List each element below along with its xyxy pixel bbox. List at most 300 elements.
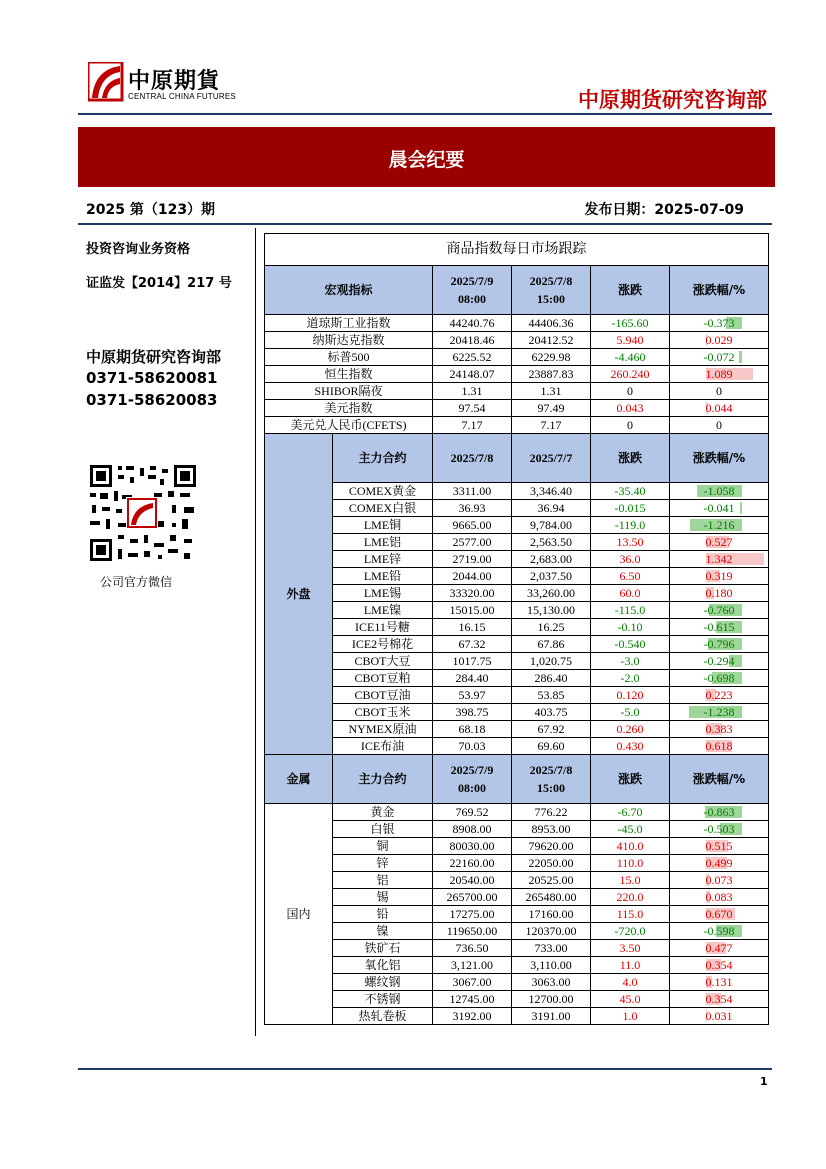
qualification-title: 投资咨询业务资格 — [86, 242, 191, 257]
change-value: -45.0 — [591, 821, 670, 838]
value-b: 12700.00 — [512, 991, 591, 1008]
change-pct-cell — [670, 804, 769, 821]
date-b: 2025/7/8 — [529, 274, 573, 288]
org-name: 中原期货研究咨询部 — [86, 348, 222, 366]
change-value: 115.0 — [591, 906, 670, 923]
change-pct-value: 0.180 — [705, 585, 733, 600]
instrument-name: 恒生指数 — [265, 366, 433, 383]
change-pct-cell — [670, 687, 769, 704]
change-pct-cell — [670, 1008, 769, 1025]
value-b: 79620.00 — [512, 838, 591, 855]
table-row — [265, 366, 769, 383]
value-b: 2,683.00 — [512, 551, 591, 568]
change-pct-cell — [670, 500, 769, 517]
change-pct-value: -1.058 — [703, 483, 735, 498]
value-a: 44240.76 — [433, 315, 512, 332]
change-databar — [740, 502, 742, 514]
change-value: 0 — [591, 417, 670, 434]
change-pct-cell — [670, 974, 769, 991]
value-b: 2,037.50 — [512, 568, 591, 585]
change-pct-cell — [670, 349, 769, 366]
change-value: 410.0 — [591, 838, 670, 855]
change-value: -115.0 — [591, 602, 670, 619]
change-value: -165.60 — [591, 315, 670, 332]
instrument-name: CBOT大豆 — [333, 653, 433, 670]
table-row — [265, 383, 769, 400]
table-row — [265, 332, 769, 349]
foreign-header-date-b: 2025/7/7 — [512, 434, 591, 483]
table-row — [265, 855, 769, 872]
change-value: -2.0 — [591, 670, 670, 687]
change-value: 260.240 — [591, 366, 670, 383]
change-pct-cell — [670, 670, 769, 687]
wechat-qr-code-icon — [88, 463, 198, 563]
change-value: 60.0 — [591, 585, 670, 602]
value-b: 22050.00 — [512, 855, 591, 872]
instrument-name: LME铝 — [333, 534, 433, 551]
value-b: 20412.52 — [512, 332, 591, 349]
table-row — [265, 585, 769, 602]
change-pct-cell — [670, 855, 769, 872]
value-b: 17160.00 — [512, 906, 591, 923]
value-a: 7.17 — [433, 417, 512, 434]
change-pct-value: -0.294 — [703, 653, 735, 668]
change-pct-value: 0.354 — [705, 991, 733, 1006]
instrument-name: 铝 — [333, 872, 433, 889]
change-pct-cell — [670, 704, 769, 721]
change-pct-value: -0.796 — [703, 636, 735, 651]
table-row — [265, 838, 769, 855]
value-a: 16.15 — [433, 619, 512, 636]
change-pct-cell — [670, 551, 769, 568]
change-value: 36.0 — [591, 551, 670, 568]
table-row — [265, 906, 769, 923]
value-b: 1.31 — [512, 383, 591, 400]
instrument-name: 铜 — [333, 838, 433, 855]
instrument-name: 铅 — [333, 906, 433, 923]
domestic-header-label: 主力合约 — [333, 755, 433, 804]
change-pct-value: 0.477 — [705, 940, 733, 955]
table-row — [265, 636, 769, 653]
change-value: -5.0 — [591, 704, 670, 721]
value-b: 3191.00 — [512, 1008, 591, 1025]
table-row — [265, 687, 769, 704]
instrument-name: ICE2号棉花 — [333, 636, 433, 653]
instrument-name: 锡 — [333, 889, 433, 906]
footer-divider — [78, 1068, 772, 1070]
value-a: 24148.07 — [433, 366, 512, 383]
change-value: 0.120 — [591, 687, 670, 704]
table-row — [265, 619, 769, 636]
value-a: 97.54 — [433, 400, 512, 417]
value-a: 1.31 — [433, 383, 512, 400]
value-a: 20540.00 — [433, 872, 512, 889]
change-value: 1.0 — [591, 1008, 670, 1025]
change-pct-value: -0.698 — [703, 670, 735, 685]
instrument-name: COMEX白银 — [333, 500, 433, 517]
table-row — [265, 500, 769, 517]
instrument-name: 热轧卷板 — [333, 1008, 433, 1025]
change-pct-value: 0.131 — [705, 974, 733, 989]
value-b: 776.22 — [512, 804, 591, 821]
change-value: -119.0 — [591, 517, 670, 534]
value-a: 80030.00 — [433, 838, 512, 855]
value-b: 97.49 — [512, 400, 591, 417]
instrument-name: 道琼斯工业指数 — [265, 315, 433, 332]
change-pct-value: -0.072 — [703, 349, 735, 364]
logo-en-text: CENTRAL CHINA FUTURES — [128, 92, 236, 101]
value-b: 69.60 — [512, 738, 591, 755]
change-value: 220.0 — [591, 889, 670, 906]
instrument-name: SHIBOR隔夜 — [265, 383, 433, 400]
change-pct-cell — [670, 383, 769, 400]
change-pct-cell — [670, 838, 769, 855]
change-pct-cell — [670, 483, 769, 500]
value-a: 22160.00 — [433, 855, 512, 872]
issue-number: 2025 第（123）期 — [86, 202, 216, 218]
change-pct-value: 0.354 — [705, 957, 733, 972]
phone-2: 0371-58620083 — [86, 391, 218, 409]
change-value: -0.015 — [591, 500, 670, 517]
instrument-name: 螺纹钢 — [333, 974, 433, 991]
change-value: 3.50 — [591, 940, 670, 957]
change-pct-cell — [670, 991, 769, 1008]
value-b: 733.00 — [512, 940, 591, 957]
change-pct-value: 0.527 — [705, 534, 733, 549]
change-pct-value: 0.083 — [705, 889, 733, 904]
change-pct-cell — [670, 417, 769, 434]
table-row — [265, 957, 769, 974]
time-a: 08:00 — [458, 781, 486, 795]
change-pct-cell — [670, 315, 769, 332]
change-value: 15.0 — [591, 872, 670, 889]
value-a: 20418.46 — [433, 332, 512, 349]
instrument-name: 黄金 — [333, 804, 433, 821]
table-row — [265, 670, 769, 687]
change-pct-cell — [670, 366, 769, 383]
table-row — [265, 551, 769, 568]
change-pct-cell — [670, 585, 769, 602]
value-a: 12745.00 — [433, 991, 512, 1008]
instrument-name: 美元兑人民币(CFETS) — [265, 417, 433, 434]
instrument-name: 锌 — [333, 855, 433, 872]
value-b: 120370.00 — [512, 923, 591, 940]
instrument-name: CBOT玉米 — [333, 704, 433, 721]
change-pct-cell — [670, 517, 769, 534]
value-a: 8908.00 — [433, 821, 512, 838]
change-value: -4.460 — [591, 349, 670, 366]
table-row — [265, 349, 769, 366]
change-value: 45.0 — [591, 991, 670, 1008]
page-number: 1 — [760, 1075, 768, 1088]
value-a: 9665.00 — [433, 517, 512, 534]
change-pct-cell — [670, 906, 769, 923]
logo-cn-text: 中原期貨 — [128, 69, 221, 94]
value-b: 36.94 — [512, 500, 591, 517]
value-a: 68.18 — [433, 721, 512, 738]
table-row — [265, 721, 769, 738]
change-value: 6.50 — [591, 568, 670, 585]
macro-header-date-a — [433, 266, 512, 315]
instrument-name: LME铅 — [333, 568, 433, 585]
change-pct-value: 1.089 — [705, 366, 733, 381]
table-row — [265, 821, 769, 838]
change-pct-value: -1.238 — [703, 704, 735, 719]
instrument-name: LME锌 — [333, 551, 433, 568]
time-b: 15:00 — [537, 292, 565, 306]
macro-header-label: 宏观指标 — [265, 266, 433, 315]
value-b: 286.40 — [512, 670, 591, 687]
banner-title: 晨会纪要 — [388, 149, 465, 171]
change-pct-value: 0.044 — [705, 400, 733, 415]
value-a: 3192.00 — [433, 1008, 512, 1025]
table-row — [265, 417, 769, 434]
foreign-header-date-a: 2025/7/8 — [433, 434, 512, 483]
value-b: 3,346.40 — [512, 483, 591, 500]
domestic-header-row — [265, 755, 769, 804]
table-row — [265, 315, 769, 332]
change-pct-cell — [670, 889, 769, 906]
header-divider — [78, 113, 772, 115]
value-b: 265480.00 — [512, 889, 591, 906]
foreign-header-label: 主力合约 — [333, 434, 433, 483]
table-row — [265, 534, 769, 551]
change-value: -0.540 — [591, 636, 670, 653]
change-value: 0 — [591, 383, 670, 400]
change-pct-value: 0.223 — [705, 687, 733, 702]
change-pct-value: 0.029 — [705, 332, 733, 347]
instrument-name: ICE布油 — [333, 738, 433, 755]
publish-date: 发布日期：2025-07-09 — [584, 202, 744, 218]
instrument-name: NYMEX原油 — [333, 721, 433, 738]
value-b: 2,563.50 — [512, 534, 591, 551]
domestic-group-label: 金属 — [265, 755, 333, 804]
value-a: 769.52 — [433, 804, 512, 821]
value-a: 67.32 — [433, 636, 512, 653]
date-b: 2025/7/8 — [529, 763, 573, 777]
change-pct-value: 0.383 — [705, 721, 733, 736]
banner — [78, 127, 775, 187]
change-pct-value: 0.670 — [705, 906, 733, 921]
date-a: 2025/7/9 — [450, 763, 494, 777]
change-pct-value: -0.598 — [703, 923, 735, 938]
macro-header-date-b — [512, 266, 591, 315]
table-row — [265, 872, 769, 889]
instrument-name: 美元指数 — [265, 400, 433, 417]
change-value: 0.260 — [591, 721, 670, 738]
value-a: 36.93 — [433, 500, 512, 517]
change-pct-cell — [670, 738, 769, 755]
table-row — [265, 400, 769, 417]
table-row — [265, 991, 769, 1008]
change-value: -6.70 — [591, 804, 670, 821]
change-pct-value: -0.615 — [703, 619, 735, 634]
date-a: 2025/7/9 — [450, 274, 494, 288]
change-pct-cell — [670, 400, 769, 417]
table-row — [265, 704, 769, 721]
value-b: 3,110.00 — [512, 957, 591, 974]
change-pct-value: 1.342 — [705, 551, 733, 566]
change-pct-cell — [670, 534, 769, 551]
table-row — [265, 974, 769, 991]
value-a: 1017.75 — [433, 653, 512, 670]
value-a: 2719.00 — [433, 551, 512, 568]
value-b: 16.25 — [512, 619, 591, 636]
change-pct-value: 0.499 — [705, 855, 733, 870]
value-a: 2044.00 — [433, 568, 512, 585]
change-value: 11.0 — [591, 957, 670, 974]
instrument-name: 白银 — [333, 821, 433, 838]
column-divider — [255, 228, 256, 1036]
table-row — [265, 1008, 769, 1025]
change-pct-value: -0.503 — [703, 821, 735, 836]
change-value: -3.0 — [591, 653, 670, 670]
change-value: 13.50 — [591, 534, 670, 551]
instrument-name: CBOT豆粕 — [333, 670, 433, 687]
value-a: 284.40 — [433, 670, 512, 687]
value-a: 17275.00 — [433, 906, 512, 923]
change-pct-cell — [670, 636, 769, 653]
value-b: 1,020.75 — [512, 653, 591, 670]
table-row — [265, 653, 769, 670]
value-a: 6225.52 — [433, 349, 512, 366]
instrument-name: 不锈钢 — [333, 991, 433, 1008]
instrument-name: LME镍 — [333, 602, 433, 619]
value-a: 3311.00 — [433, 483, 512, 500]
table-row — [265, 602, 769, 619]
change-pct-cell — [670, 568, 769, 585]
qr-caption: 公司官方微信 — [100, 575, 173, 589]
change-pct-cell — [670, 872, 769, 889]
instrument-name: 铁矿石 — [333, 940, 433, 957]
instrument-name: 纳斯达克指数 — [265, 332, 433, 349]
table-row — [265, 483, 769, 500]
value-b: 8953.00 — [512, 821, 591, 838]
change-pct-cell — [670, 619, 769, 636]
market-table — [264, 233, 768, 1025]
value-b: 67.86 — [512, 636, 591, 653]
instrument-name: CBOT豆油 — [333, 687, 433, 704]
change-pct-value: 0.031 — [705, 1008, 733, 1023]
value-a: 33320.00 — [433, 585, 512, 602]
change-value: 110.0 — [591, 855, 670, 872]
change-pct-value: -0.373 — [703, 315, 735, 330]
table-row — [265, 923, 769, 940]
value-b: 6229.98 — [512, 349, 591, 366]
domestic-section-label: 国内 — [265, 804, 333, 1025]
value-a: 2577.00 — [433, 534, 512, 551]
change-value: -720.0 — [591, 923, 670, 940]
subheader-divider — [78, 223, 772, 225]
value-b: 20525.00 — [512, 872, 591, 889]
value-a: 3067.00 — [433, 974, 512, 991]
change-pct-value: -0.863 — [703, 804, 735, 819]
change-pct-cell — [670, 602, 769, 619]
change-pct-value: 0.515 — [705, 838, 733, 853]
value-b: 67.92 — [512, 721, 591, 738]
value-b: 33,260.00 — [512, 585, 591, 602]
instrument-name: 标普500 — [265, 349, 433, 366]
change-pct-value: -0.760 — [703, 602, 735, 617]
change-pct-value: -1.216 — [703, 517, 735, 532]
phone-1: 0371-58620081 — [86, 369, 218, 387]
change-databar — [739, 351, 742, 363]
table-row — [265, 738, 769, 755]
change-value: 5.940 — [591, 332, 670, 349]
value-a: 119650.00 — [433, 923, 512, 940]
value-a: 70.03 — [433, 738, 512, 755]
table-row — [265, 889, 769, 906]
domestic-header-date-a — [433, 755, 512, 804]
change-pct-cell — [670, 923, 769, 940]
change-value: -35.40 — [591, 483, 670, 500]
change-pct-value: 0 — [716, 383, 722, 398]
instrument-name: LME铜 — [333, 517, 433, 534]
instrument-name: COMEX黄金 — [333, 483, 433, 500]
value-a: 15015.00 — [433, 602, 512, 619]
change-value: -0.10 — [591, 619, 670, 636]
foreign-header-chg: 涨跌 — [591, 434, 670, 483]
change-pct-value: -0.041 — [703, 500, 735, 515]
value-a: 53.97 — [433, 687, 512, 704]
change-pct-value: 0.618 — [705, 738, 733, 753]
instrument-name: 氧化铝 — [333, 957, 433, 974]
change-pct-value: 0.319 — [705, 568, 733, 583]
domestic-header-date-b — [512, 755, 591, 804]
value-a: 3,121.00 — [433, 957, 512, 974]
logo-mark-icon — [88, 62, 124, 102]
domestic-header-pct: 涨跌幅/% — [670, 755, 769, 804]
instrument-name: ICE11号糖 — [333, 619, 433, 636]
value-b: 3063.00 — [512, 974, 591, 991]
table-row — [265, 517, 769, 534]
instrument-name: 镍 — [333, 923, 433, 940]
value-b: 403.75 — [512, 704, 591, 721]
change-pct-cell — [670, 332, 769, 349]
change-pct-cell — [670, 821, 769, 838]
value-b: 44406.36 — [512, 315, 591, 332]
instrument-name: LME锡 — [333, 585, 433, 602]
value-b: 53.85 — [512, 687, 591, 704]
value-b: 23887.83 — [512, 366, 591, 383]
foreign-header-row — [265, 434, 769, 483]
change-pct-value: 0 — [716, 417, 722, 432]
qualification-number: 证监发【2014】217 号 — [86, 276, 232, 291]
value-b: 7.17 — [512, 417, 591, 434]
table-row — [265, 568, 769, 585]
time-b: 15:00 — [537, 781, 565, 795]
table-title: 商品指数每日市场跟踪 — [265, 234, 769, 266]
value-b: 9,784.00 — [512, 517, 591, 534]
company-logo — [88, 62, 248, 108]
macro-header-chg: 涨跌 — [591, 266, 670, 315]
value-b: 15,130.00 — [512, 602, 591, 619]
department-title: 中原期货研究咨询部 — [578, 88, 767, 112]
foreign-header-pct: 涨跌幅/% — [670, 434, 769, 483]
table-row — [265, 940, 769, 957]
change-pct-value: 0.073 — [705, 872, 733, 887]
change-pct-cell — [670, 957, 769, 974]
foreign-section-label: 外盘 — [265, 434, 333, 755]
change-value: 0.430 — [591, 738, 670, 755]
change-value: 0.043 — [591, 400, 670, 417]
value-a: 398.75 — [433, 704, 512, 721]
value-a: 265700.00 — [433, 889, 512, 906]
macro-header-pct: 涨跌幅/% — [670, 266, 769, 315]
change-value: 4.0 — [591, 974, 670, 991]
change-pct-cell — [670, 940, 769, 957]
domestic-header-chg: 涨跌 — [591, 755, 670, 804]
